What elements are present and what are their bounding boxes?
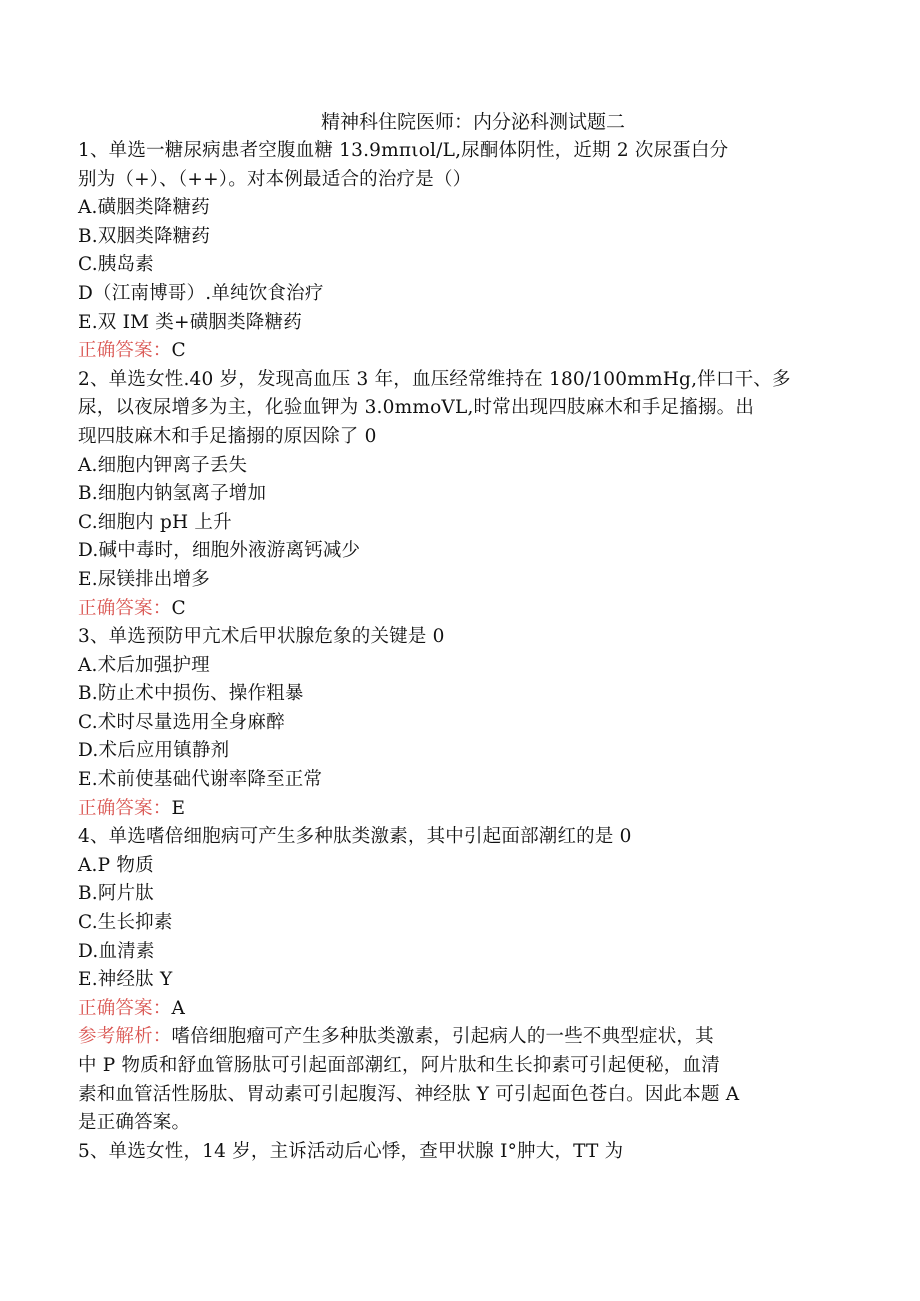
- question-3-answer: [78, 795, 838, 824]
- question-2-option-c: C.细胞内 pH 上升: [78, 511, 232, 533]
- question-4-option-b: B.阿片肽: [78, 883, 154, 905]
- question-3-option-c: C.术时尽量选用全身麻醉: [78, 711, 285, 733]
- question-4-analysis-line-2: 中 P 物质和舒血管肠肽可引起面部潮红，阿片肽和生长抑素可引起便秘，血清: [78, 1055, 720, 1076]
- question-2-option-d: D.碱中毒时，细胞外液游离钙减少: [78, 540, 361, 562]
- question-4-option-e: E.神经肽 Y: [78, 969, 173, 991]
- document-page: [78, 108, 838, 1166]
- question-4-analysis-line-1: [78, 1023, 838, 1052]
- question-1-option-a: A.磺胭类降糖药: [78, 197, 210, 219]
- question-2-stem-line-1: 2、单选女性.40 岁，发现高血压 3 年，血压经常维持在 180/100mmHg,伴口干、多: [78, 368, 791, 390]
- question-4-option-d: D.血清素: [78, 940, 155, 962]
- answer-label: 正确答案：: [78, 597, 172, 619]
- question-4-stem-line-1: 4、单选嗜倍细胞病可产生多种肽类激素，其中引起面部潮红的是 0: [78, 826, 632, 848]
- question-3-option-d: D.术后应用镇静剂: [78, 740, 230, 762]
- question-1-option-e: E.双 IM 类+磺胭类降糖药: [78, 311, 302, 333]
- answer-label: 正确答案：: [78, 997, 172, 1019]
- question-4-option-c: C.生长抑素: [78, 912, 173, 934]
- question-1-stem-line-2: 别为（+）、（++）。对本例最适合的治疗是（）: [78, 168, 472, 190]
- question-3-option-b: B.防止术中损伤、操作粗暴: [78, 683, 304, 705]
- question-2-stem-line-3: 现四肢麻木和手足搐搦的原因除了 0: [78, 425, 377, 447]
- question-2-option-b: B.细胞内钠氢离子增加: [78, 483, 267, 505]
- analysis-text: 嗜倍细胞瘤可产生多种肽类激素，引起病人的一些不典型症状，其: [171, 1026, 714, 1048]
- answer-value: C: [171, 597, 186, 619]
- question-3-option-a: A.术后加强护理: [78, 654, 210, 676]
- question-5-stem-line-1: 5、单选女性，14 岁，主诉活动后心悸，查甲状腺 I°肿大，TT 为: [78, 1140, 624, 1162]
- question-4-answer: [78, 995, 838, 1024]
- answer-value: C: [171, 340, 186, 362]
- analysis-label: 参考解析：: [78, 1026, 172, 1048]
- question-2-option-e: E.尿镁排出增多: [78, 568, 210, 590]
- question-4-analysis-line-3: 素和血管活性肠肽、胃动素可引起腹泻、神经肽 Y 可引起面色苍白。因此本题 A: [78, 1083, 740, 1105]
- question-1-stem-line-1: 1、单选一糖尿病患者空腹血糖 13.9mπιol/L,尿酮体阴性，近期 2 次尿蛋白分: [78, 140, 729, 161]
- question-1-option-c: C.胰岛素: [78, 254, 154, 276]
- question-2-answer: [78, 595, 838, 624]
- answer-label: 正确答案：: [78, 340, 172, 362]
- question-1-answer: [78, 337, 838, 366]
- page-title: 精神科住院医师：内分泌科测试题二: [320, 111, 625, 133]
- question-2-option-a: A.细胞内钾离子丢失: [78, 454, 248, 476]
- question-1-option-b: B.双胭类降糖药: [78, 225, 211, 247]
- answer-label: 正确答案：: [78, 797, 172, 819]
- question-3-option-e: E.术前使基础代谢率降至正常: [78, 769, 323, 791]
- question-3-stem-line-1: 3、单选预防甲亢术后甲状腺危象的关键是 0: [78, 626, 445, 648]
- question-1-option-d: D（江南博哥）.单纯饮食治疗: [78, 282, 324, 304]
- question-4-analysis-line-4: 是正确答案。: [78, 1112, 191, 1134]
- question-2-stem-line-2: 尿，以夜尿增多为主，化验血钾为 3.0mmoVL,时常出现四肢麻木和手足搐搦。出: [78, 397, 755, 419]
- question-4-option-a: A.P 物质: [78, 854, 154, 876]
- answer-value: E: [171, 797, 186, 819]
- answer-value: A: [171, 997, 186, 1019]
